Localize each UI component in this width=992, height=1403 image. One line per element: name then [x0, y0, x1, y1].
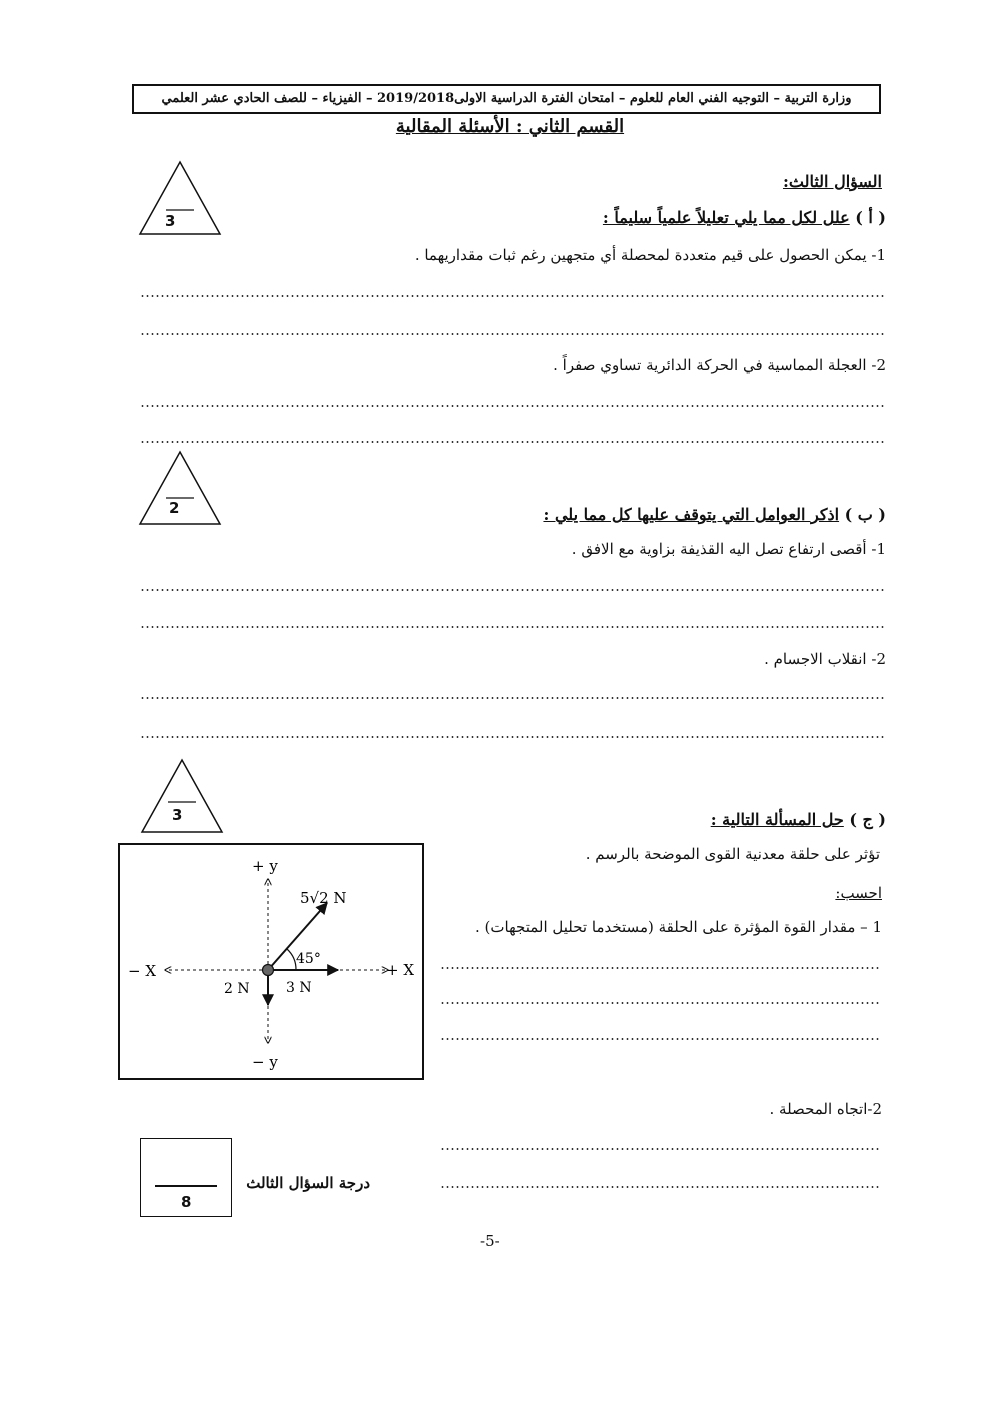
label-angle: 45°: [296, 951, 321, 967]
part-b-title: اذكر العوامل التي يتوقف عليها كل مما يلي :: [543, 505, 840, 524]
part-a-label: ( أ ): [855, 208, 886, 227]
answer-line[interactable]: [140, 736, 885, 738]
label-minus-y: − y: [252, 1053, 278, 1071]
part-a-item-2: 2- العجلة المماسية في الحركة الدائرية تساوي صفراً .: [553, 356, 886, 374]
section-title: القسم الثاني : الأسئلة المقالية: [395, 116, 625, 137]
part-a-score: 3: [165, 212, 176, 230]
exam-header-text: وزارة التربية – التوجيه الفني العام للعلوم – امتحان الفترة الدراسية الاولى2019/2018 – الفيزياء – للصف الحادي عشر العلمي: [161, 91, 852, 106]
part-b-heading: [543, 505, 886, 524]
part-c-calc-label: احسب:: [835, 884, 882, 902]
label-minus-x: − X: [128, 962, 157, 980]
total-score-label: درجة السؤال الثالث: [246, 1174, 370, 1192]
answer-line[interactable]: [140, 626, 885, 628]
answer-line[interactable]: [440, 1038, 880, 1040]
total-score-box: [140, 1138, 232, 1217]
score-triangle-part-a: [138, 160, 222, 236]
part-c-score: 3: [172, 806, 183, 824]
answer-line[interactable]: [440, 1002, 880, 1004]
force-diagram-svg: [120, 845, 422, 1078]
label-force-down: 2 N: [224, 981, 250, 997]
part-b-score: 2: [169, 499, 180, 517]
part-c-item-2: 2-اتجاه المحصلة .: [769, 1100, 882, 1118]
score-triangle-part-b: [138, 450, 222, 526]
answer-line[interactable]: [140, 697, 885, 699]
answer-line[interactable]: [140, 405, 885, 407]
answer-line[interactable]: [440, 967, 880, 969]
angle-arc: [287, 949, 296, 970]
part-a-item-1: 1- يمكن الحصول على قيم متعددة لمحصلة أي متجهين رغم ثبات مقداريهما .: [414, 246, 886, 264]
part-c-title: حل المسألة التالية :: [710, 810, 844, 829]
answer-line[interactable]: [440, 1186, 880, 1188]
part-b-item-2: 2- انقلاب الاجسام .: [764, 650, 886, 668]
page-number: -5-: [480, 1232, 500, 1250]
part-a-title: علل لكل مما يلي تعليلاً علمياً سليماً :: [602, 208, 850, 227]
part-a-heading: [603, 208, 886, 227]
answer-line[interactable]: [440, 1148, 880, 1150]
part-c-statement: تؤثر على حلقة معدنية القوى الموضحة بالرسم .: [585, 845, 880, 863]
label-plus-x: + X: [386, 961, 415, 979]
metal-ring: [263, 965, 274, 976]
total-score: 8: [181, 1193, 192, 1211]
answer-line[interactable]: [140, 589, 885, 591]
part-c-label: ( ج ): [849, 810, 886, 829]
part-b-label: ( ب ): [844, 505, 886, 524]
label-force-diagonal: 5√2 N: [300, 889, 347, 907]
label-force-right: 3 N: [286, 980, 312, 996]
part-c-item-1: 1 – مقدار القوة المؤثرة على الحلقة (مستخدما تحليل المتجهات) .: [475, 918, 882, 936]
answer-line[interactable]: [140, 295, 885, 297]
answer-line[interactable]: [140, 441, 885, 443]
part-c-heading: [711, 810, 886, 829]
exam-header: [132, 84, 881, 114]
part-b-item-1: 1- أقصى ارتفاع تصل اليه القذيفة بزاوية مع الافق .: [571, 540, 886, 558]
label-plus-y: + y: [252, 857, 278, 875]
score-divider: [155, 1185, 217, 1187]
force-diagram: [118, 843, 424, 1080]
answer-line[interactable]: [140, 333, 885, 335]
question-title: السؤال الثالث:: [782, 172, 882, 191]
